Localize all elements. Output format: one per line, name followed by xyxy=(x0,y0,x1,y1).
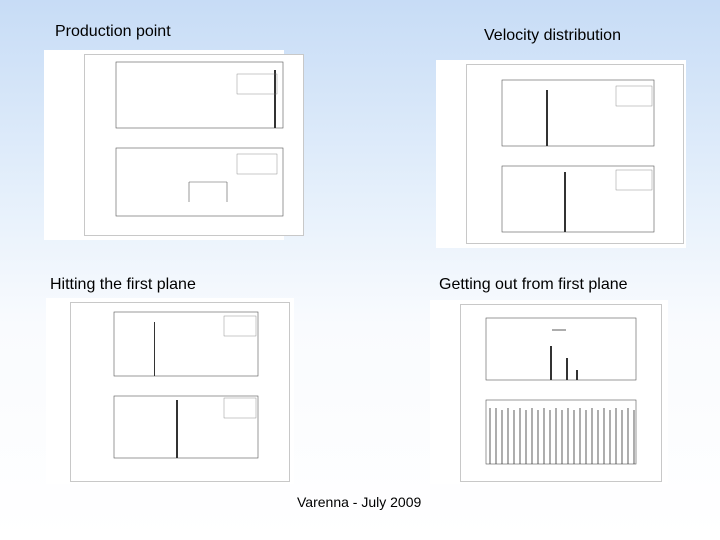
plot-panel-velocity-distribution xyxy=(436,60,686,248)
footer-event: Varenna - July 2009 xyxy=(297,494,422,510)
plot-panel-getting-out-first-plane xyxy=(430,300,668,484)
plot-panel-hitting-first-plane xyxy=(46,298,294,484)
caption-getting-out-first-plane: Getting out from first plane xyxy=(439,276,628,293)
plot-panel-production-point xyxy=(44,50,284,240)
histogram-plots-hitting-first-plane xyxy=(46,298,294,484)
caption-velocity-distribution: Velocity distribution xyxy=(484,27,621,44)
caption-hitting-first-plane: Hitting the first plane xyxy=(50,276,196,293)
histogram-plots-getting-out-first-plane xyxy=(430,300,668,484)
caption-production-point: Production point xyxy=(55,23,171,40)
histogram-plots-production-point xyxy=(44,50,284,240)
histogram-plots-velocity-distribution xyxy=(436,60,686,248)
